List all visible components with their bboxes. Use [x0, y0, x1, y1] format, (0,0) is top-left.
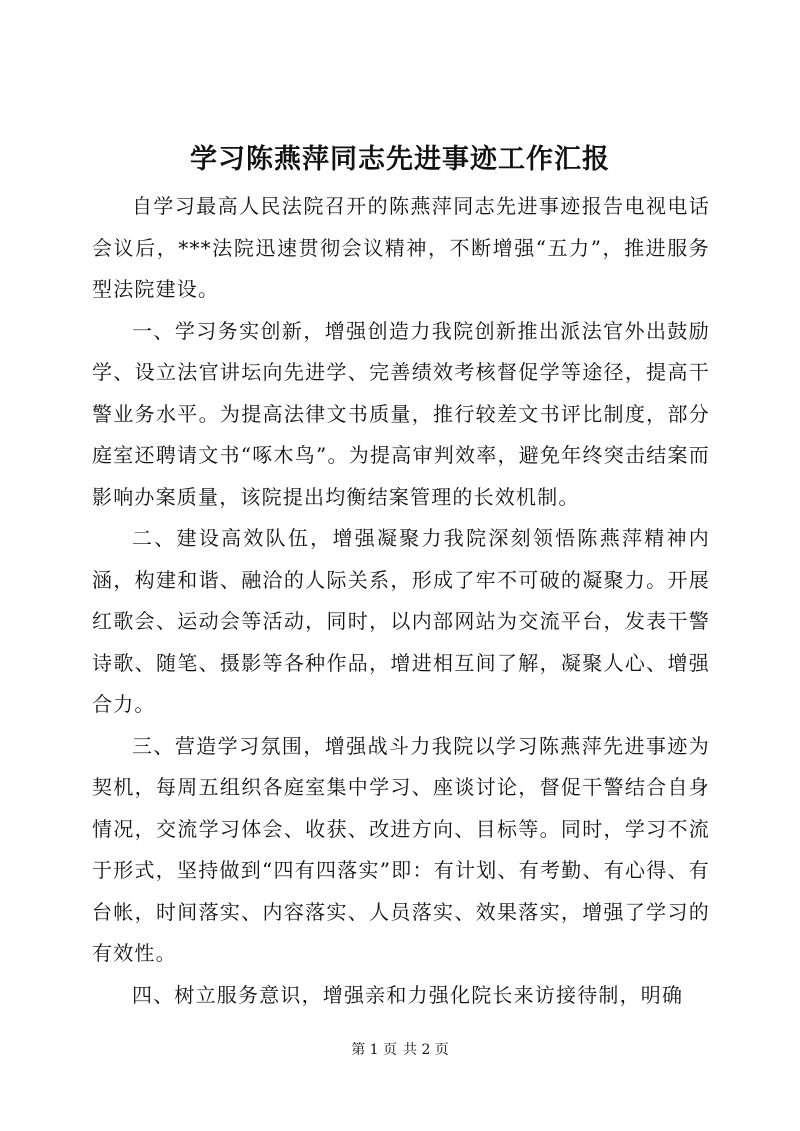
paragraph-section-3: 三、营造学习氛围，增强战斗力我院以学习陈燕萍先进事迹为契机，每周五组织各庭室集中学习、座谈讨论，督促干警结合自身情况，交流学习体会、收获、改进方向、目标等。同时，学习不流于形式，坚持做到“四有四落实”即：有计划、有考勤、有心得、有台帐，时间落实、内容落实、人员落实、效果落实，增强了学习的有效性。 — [92, 733, 710, 965]
document-body — [92, 186, 710, 1016]
paragraph-section-1: 一、学习务实创新，增强创造力我院创新推出派法官外出鼓励学、设立法官讲坛向先进学、完善绩效考核督促学等途径，提高干警业务水平。为提高法律文书质量，推行较差文书评比制度，部分庭室还聘请文书“啄木鸟”。为提高审判效率，避免年终突击结案而影响办案质量，该院提出均衡结案管理的长效机制。 — [92, 318, 710, 509]
page-number: 第 1 页 — [351, 1042, 397, 1058]
page-footer — [0, 1040, 800, 1060]
page-total: 共 2 页 — [403, 1042, 449, 1058]
paragraph-section-2: 二、建设高效队伍，增强凝聚力我院深刻领悟陈燕萍精神内涵，构建和谐、融洽的人际关系，形成了牢不可破的凝聚力。开展红歌会、运动会等活动，同时，以内部网站为交流平台，发表干警诗歌、随笔、摄影等各种作品，增进相互间了解，凝聚人心、增强合力。 — [92, 526, 710, 716]
paragraph-section-4: 四、树立服务意识，增强亲和力强化院长来访接待制，明确 — [132, 982, 684, 1007]
paragraph-intro: 自学习最高人民法院召开的陈燕萍同志先进事迹报告电视电话会议后，***法院迅速贯彻会议精神，不断增强“五力”，推进服务型法院建设。 — [92, 194, 710, 301]
document-title: 学习陈燕萍同志先进事迹工作汇报 — [190, 144, 610, 175]
